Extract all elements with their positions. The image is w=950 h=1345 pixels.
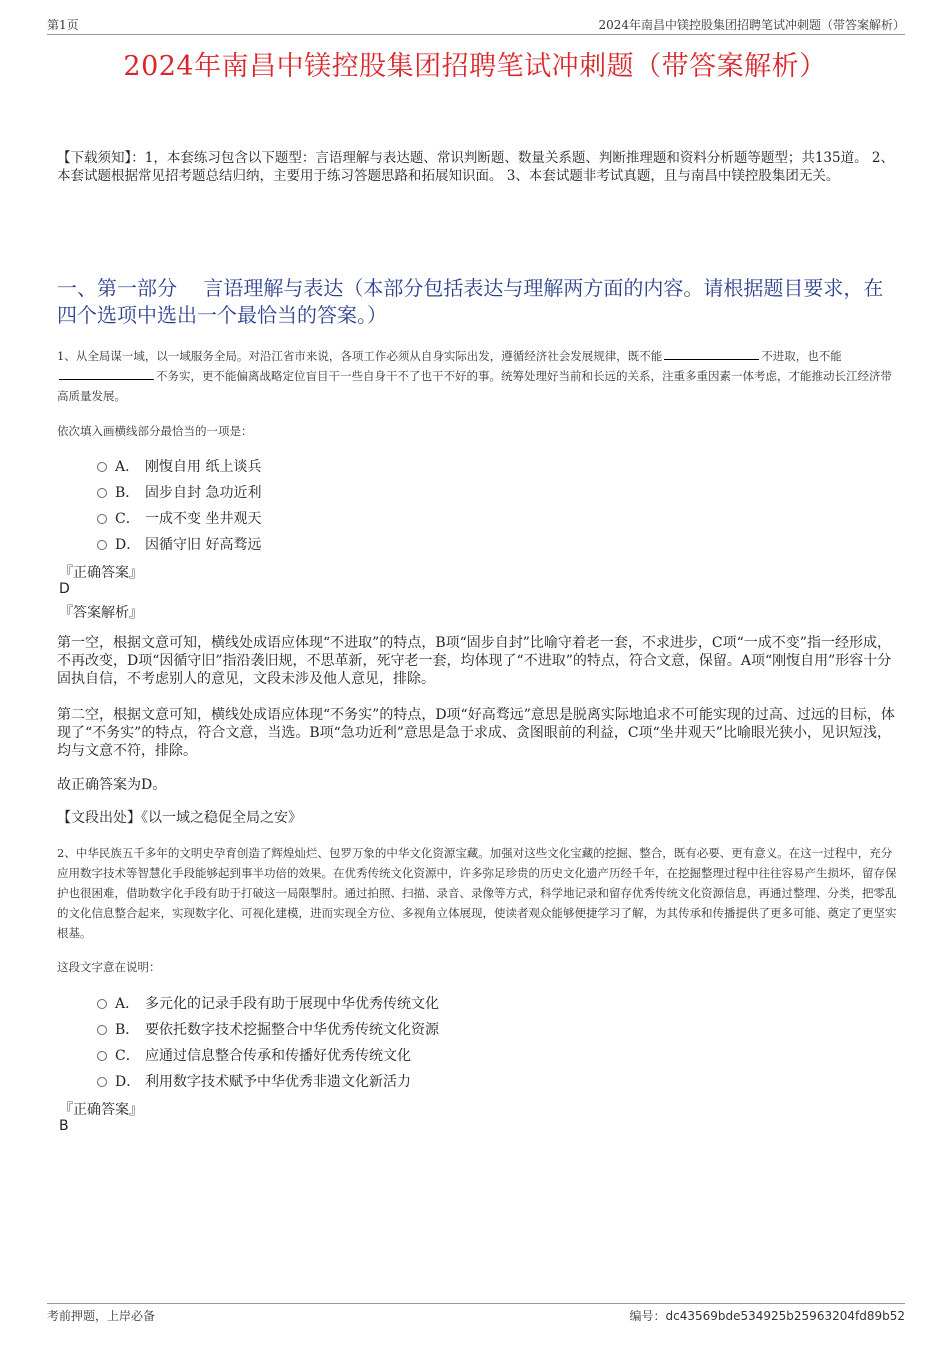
option-b[interactable]: B． 固步自封 急功近利: [97, 482, 697, 508]
answer-label: 『正确答案』: [59, 1102, 143, 1118]
question-1-options: [97, 456, 697, 560]
page-footer: [47, 1303, 905, 1324]
footer-slogan: 考前押题，上岸必备: [47, 1309, 156, 1323]
analysis-label: 『答案解析』: [59, 605, 143, 621]
question-2-options: [97, 993, 697, 1097]
option-d[interactable]: D． 因循守旧 好高骛远: [97, 534, 697, 560]
option-d[interactable]: D． 利用数字技术赋予中华优秀非遗文化新活力: [97, 1071, 697, 1097]
analysis-paragraph-1: 第一空，根据文意可知，横线处成语应体现“不进取”的特点，B项“固步自封”比喻守着老一套，不求进步，C项“一成不变”指一经形成，不再改变，D项“因循守旧”指沿袭旧规，不思革新，死守老一套，均体现了“不进取”的特点，符合文意，保留。A项“刚愎自用”形容十分固执自信，不考虑别人的意见，文段未涉及他人意见，排除。: [57, 635, 892, 687]
option-b[interactable]: B． 要依托数字技术挖掘整合中华优秀传统文化资源: [97, 1019, 697, 1045]
fill-blank-1: [664, 349, 759, 360]
radio-icon[interactable]: [97, 514, 107, 524]
radio-icon[interactable]: [97, 1077, 107, 1087]
analysis-paragraph-2: 第二空，根据文意可知，横线处成语应体现“不务实”的特点，D项“好高骛远”意思是脱离实际地追求不可能实现的过高、过远的目标，体现了“不务实”的特点，符合文意，当选。B项“急功近利”意思是急于求成、贪图眼前的利益，C项“坐井观天”比喻眼光狭小，见识短浅，均与文意不符，排除。: [57, 707, 895, 759]
question-1-stem: 依次填入画横线部分最恰当的一项是：: [57, 424, 253, 438]
option-a[interactable]: A． 多元化的记录手段有助于展现中华优秀传统文化: [97, 993, 697, 1019]
option-a[interactable]: A． 刚愎自用 纸上谈兵: [97, 456, 697, 482]
answer-value: B: [59, 1118, 69, 1134]
radio-icon[interactable]: [97, 1051, 107, 1061]
download-notice: 【下载须知】：1，本套练习包含以下题型：言语理解与表达题、常识判断题、数量关系题、判断推理题和资料分析题等题型；共135道。 2、本套试题根据常见招考题总结归纳，主要用于练习答题思路和拓展知识面。 3、本套试题非考试真题，且与南昌中镁控股集团无关。: [57, 150, 894, 184]
question-1-text: 1、从全局谋一域，以一域服务全局。对沿江省市来说，各项工作必须从自身实际出发，遵循经济社会发展规律，既不能 不进取，也不能不务实，更不能偏离战略定位盲目干一些自身干不了也干不好的事。统筹处理好当前和长远的关系，注重多重因素一体考虑，才能推动长江经济带高质量发展。: [57, 349, 892, 403]
source-citation: 【文段出处】《以一域之稳促全局之安》: [57, 810, 302, 826]
answer-label: 『正确答案』: [59, 565, 143, 581]
section-heading: 一、第一部分 言语理解与表达（本部分包括表达与理解两方面的内容。请根据题目要求，在四个选项中选出一个最恰当的答案。）: [57, 276, 884, 327]
radio-icon[interactable]: [97, 1025, 107, 1035]
radio-icon[interactable]: [97, 540, 107, 550]
fill-blank-2: [59, 369, 154, 380]
radio-icon[interactable]: [97, 462, 107, 472]
question-2-stem: 这段文字意在说明：: [57, 960, 161, 974]
page-number: 第1页: [47, 18, 79, 32]
page-header: [47, 14, 905, 35]
option-c[interactable]: C． 应通过信息整合传承和传播好优秀传统文化: [97, 1045, 697, 1071]
analysis-conclusion: 故正确答案为D。: [57, 777, 167, 793]
header-doc-title: 2024年南昌中镁控股集团招聘笔试冲刺题（带答案解析）: [598, 18, 905, 32]
document-title: 2024年南昌中镁控股集团招聘笔试冲刺题（带答案解析）: [123, 51, 827, 82]
footer-code: 编号：dc43569bde534925b25963204fd89b52: [629, 1309, 905, 1323]
radio-icon[interactable]: [97, 999, 107, 1009]
question-2-text: 2、中华民族五千多年的文明史孕育创造了辉煌灿烂、包罗万象的中华文化资源宝藏。加强对这些文化宝藏的挖掘、整合，既有必要、更有意义。在这一过程中，充分应用数字技术等智慧化手段能够起到事半功倍的效果。在优秀传统文化资源中，许多弥足珍贵的历史文化遗产历经千年，在挖掘整理过程中往往容易产生损坏，留存保护也很困难，借助数字化手段有助于打破这一局限掣肘。通过拍照、扫描、录音、录像等方式，科学地记录和留存优秀传统文化资源信息，再通过整理、分类，把零乱的文化信息整合起来，实现数字化、可视化建模，进而实现全方位、多视角立体展现，使读者观众能够便捷学习了解，为其传承和传播提供了更多可能、奠定了更坚实根基。: [57, 846, 897, 940]
answer-value: D: [59, 581, 70, 597]
option-c[interactable]: C． 一成不变 坐井观天: [97, 508, 697, 534]
radio-icon[interactable]: [97, 488, 107, 498]
